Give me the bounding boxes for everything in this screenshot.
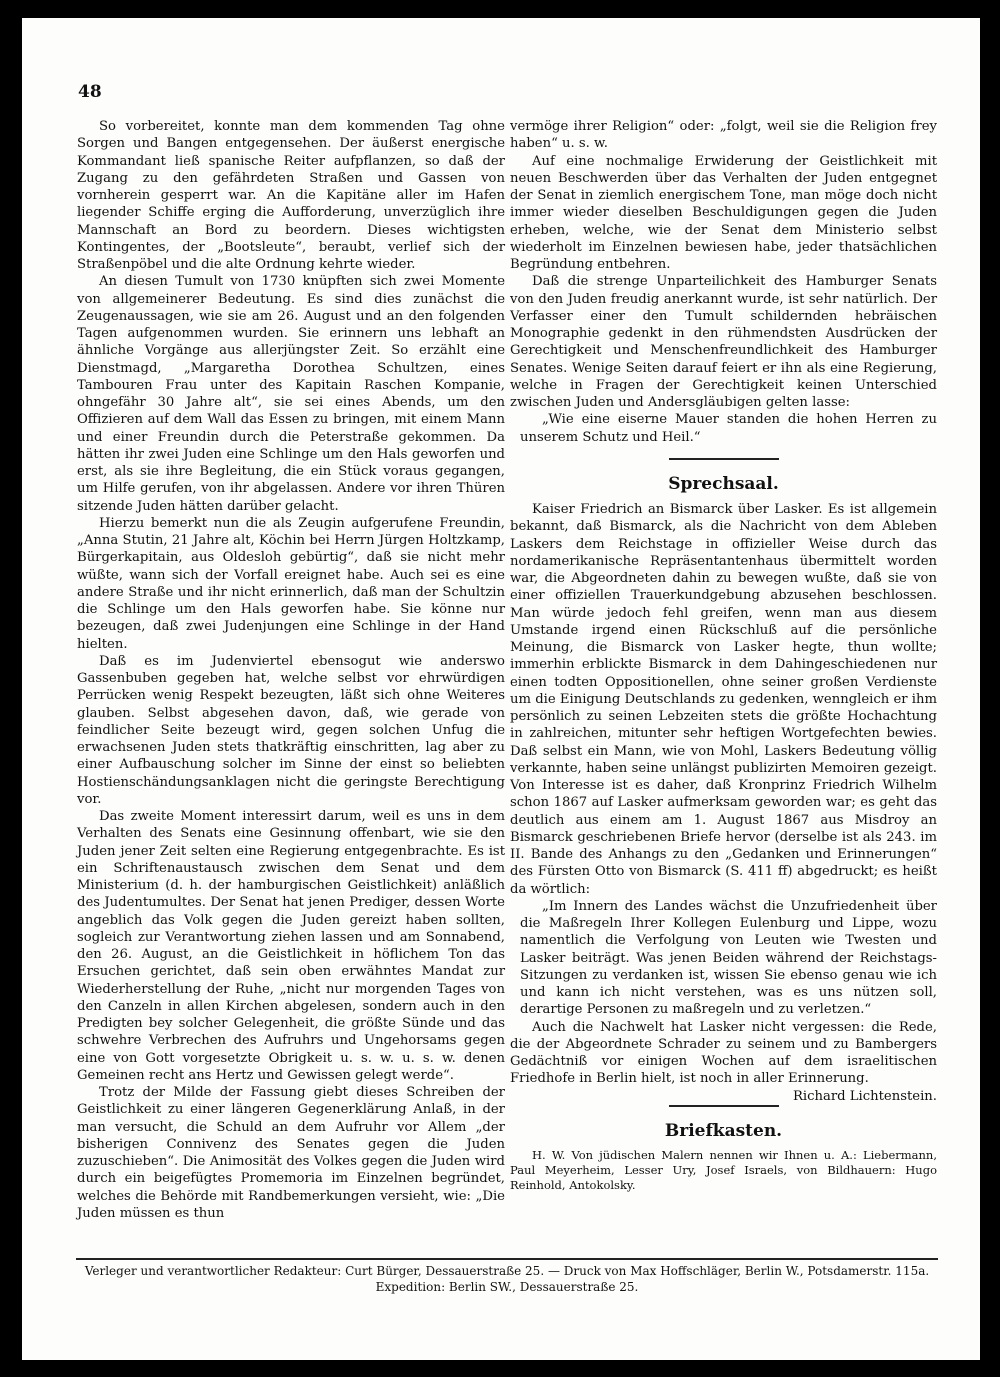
- sprechsaal-heading: Sprechsaal.: [668, 473, 779, 494]
- paragraph: Kaiser Friedrich an Bismarck über Lasker. Es ist allgemein bekannt, daß Bismarck, als die Nachricht von dem Ableben Laskers dem Reichstage in offizieller Weise durch das nordamerikanische Repräsentantenhaus übermittelt worden war, die Abgeordneten dahin zu bewegen wußte, daß sie von einer offiziellen Trauerkundgebung abzusehen beschlossen. Man würde jedoch fehl greifen, wenn man aus diesem Umstande irgend einen Rückschluß auf die persönliche Meinung, die Bismarck von Lasker hegte, thun wollte; immerhin erblickte Bismarck in dem Dahingeschiedenen nur einen todten Oppositionellen, ohne seiner großen Verdienste um die Einigung Deutschlands zu gedenken, wenngleich er ihm persönlich zu seinen Lebzeiten stets die größte Hochachtung in zahlreichen, mitunter sehr heftigen Wortgefechten bewies. Daß selbst ein Mann, wie von Mohl, Laskers Bedeutung völlig verkannte, haben seine unlängst publizirten Memoiren gezeigt. Von Interesse ist es daher, daß Kronprinz Friedrich Wilhelm schon 1867 auf Lasker aufmerksam geworden war; es geht das deutlich aus einem am 1. August 1867 aus Misdroy an Bismarck geschriebenen Briefe hervor (derselbe ist als 243. im II. Bande des Anhangs zu den „Gedanken und Erinnerungen“ des Fürsten Otto von Bismarck (S. 411 ff) abgedruckt; es heißt da wörtlich:: [510, 502, 937, 897]
- paragraph-text: Auch die Nachwelt hat Lasker nicht vergessen: die Rede, die der Abgeordnete Schrader zu seinem und zu Bambergers Gedächtniß vor einigen Wochen auf dem israelitischen Friedhofe in Berlin hielt, ist noch in aller Erinnerung.: [510, 1019, 937, 1087]
- page-number: 48: [78, 82, 102, 102]
- newspaper-page: [22, 18, 980, 1360]
- briefkasten-text: H. W. Von jüdischen Malern nennen wir Ihnen u. A.: Liebermann, Paul Meyerheim, Lesser Ury, Josef Israels, von Bildhauern: Hugo Reinhold, Antokolsky.: [510, 1148, 937, 1192]
- author-signature: Richard Lichtenstein.: [792, 1088, 937, 1104]
- imprint-footer: [76, 1258, 938, 1295]
- paragraph: Daß es im Judenviertel ebensogut wie anderswo Gassenbuben gegeben hat, welche selbst vor ehrwürdigen Perrücken wenig Respekt bezeugten, läßt sich ohne Weiteres glauben. Selbst abgesehen davon, daß, wie gerade von feindlicher Seite bezeugt wird, gegen solchen Unfug die erwachsenen Juden stets thatkräftig einschritten, lag aber zu einer Aufbauschung solcher im Sinne der einst so beliebten Hostienschändungsanklagen nicht die geringste Berechtigung vor.: [77, 653, 505, 807]
- quote-paragraph: „Wie eine eiserne Mauer standen die hohen Herren zu unserem Schutz und Heil.“: [520, 412, 937, 445]
- paragraph: Trotz der Milde der Fassung giebt dieses Schreiben der Geistlichkeit zu einer längeren Gegenerklärung Anlaß, in der man versucht, die Schuld an dem Aufruhr vor Allem „der bisherigen Connivenz des Senates gegen die Juden zuzuschieben“. Die Animosität des Volkes gegen die Juden wird durch ein beigefügtes Promemoria im Einzelnen begründet, welches die Behörde mit Randbemerkungen versieht, wie: „Die Juden müssen es thun: [77, 1085, 505, 1221]
- briefkasten-heading: Briefkasten.: [664, 1120, 783, 1141]
- paragraph: So vorbereitet, konnte man dem kommenden Tag ohne Sorgen und Bangen entgegensehen. Der äußerst energische Kommandant ließ spanische Reiter aufpflanzen, so daß der Zugang zu den gefährdeten Straßen und Gassen von vornherein gesperrt war. An die Kapitäne aller im Hafen liegender Schiffe erging die Aufforderung, unverzüglich ihre Mannschaft an Bord zu beordern. Dieses wichtigsten Kontingentes, der „Bootsleute“, beraubt, verlief sich der Straßenpöbel und die alte Ordnung kehrte wieder.: [77, 119, 505, 272]
- right-column: [510, 118, 937, 1193]
- paragraph: Das zweite Moment interessirt darum, weil es uns in dem Verhalten des Senats eine Gesinnung offenbart, wie sie den Juden jener Zeit selten eine Regierung entgegenbrachte. Es ist ein Schriftenaustausch zwischen dem Senat und dem Ministerium (d. h. der hamburgischen Geistlichkeit) anläßlich des Judentumultes. Der Senat hat jenen Prediger, dessen Worte angeblich das Volk gegen die Juden gereizt haben sollten, sogleich zur Verantwortung ziehen lassen und am Sonnabend, den 26. August, an die Geistlichkeit in höflichem Ton das Ersuchen gerichtet, daß sein oben erwähntes Mandat zur Wiederherstellung der Ruhe, „nicht nur morgenden Tages von den Canzeln in allen Kirchen abgelesen, sondern auch in den Predigten bey solcher Gelegenheit, die größte Sünde und das schwehre Verbrechen des Aufruhrs und Ungehorsams gegen eine von Gott vorgesetzte Obrigkeit u. s. w. u. s. w. denen Gemeinen recht ans Hertz und Gewissen gelegt werde“.: [77, 809, 505, 1083]
- paragraph: Auf eine nochmalige Erwiderung der Geistlichkeit mit neuen Beschwerden über das Verhalten der Juden entgegnet der Senat in ziemlich energischem Tone, man möge doch nicht immer wieder dieselben Beschuldigungen gegen die Juden erheben, welche, wie der Senat dem Ministerio selbst wiederholt im Einzelnen bewiesen habe, jeder thatsächlichen Begründung entbehren.: [510, 153, 937, 272]
- imprint-line: Verleger und verantwortlicher Redakteur: Curt Bürger, Dessauerstraße 25. — Druck von Max Hoffschläger, Berlin W., Potsdamerstr. 115a.: [84, 1264, 930, 1278]
- left-column: [77, 118, 505, 1222]
- section-divider: [669, 1105, 779, 1107]
- section-divider: [669, 458, 779, 460]
- paragraph: Hierzu bemerkt nun die als Zeugin aufgerufene Freundin, „Anna Stutin, 21 Jahre alt, Köchin bei Herrn Jürgen Holtzkamp, Bürgerkapitain, aus Oldesloh gebürtig“, daß sie nicht mehr wüßte, wann sich der Vorfall ereignet habe. Auch sei es eine andere Straße und ihr nicht erinnerlich, daß man der Schultzin die Schlinge um den Hals geworfen habe. Sie könne nur bezeugen, daß zwei Judenjungen eine Schlinge in der Hand hielten.: [77, 515, 505, 652]
- paragraph: [510, 1019, 937, 1104]
- paragraph: Daß die strenge Unparteilichkeit des Hamburger Senats von den Juden freudig anerkannt wurde, ist sehr natürlich. Der Verfasser einer den Tumult schildernden hebräischen Monographie gedenkt in den rühmendsten Ausdrücken der Gerechtigkeit und Menschenfreundlichkeit des Hamburger Senates. Wenige Seiten darauf feiert er ihn als eine Regierung, welche in Fragen der Gerechtigkeit keinen Unterschied zwischen Juden und Andersgläubigen gelten lasse:: [510, 274, 937, 410]
- quote-paragraph: „Im Innern des Landes wächst die Unzufriedenheit über die Maßregeln Ihrer Kollegen Eulenburg und Lippe, wozu namentlich die Verfolgung von Leuten wie Twesten und Lasker beiträgt. Was jenen Beiden während der Reichstags-Sitzungen zu verdanken ist, wissen Sie ebenso genau wie ich und kann ich nicht verstehen, was es uns nützen soll, derartige Personen zu maßregeln und zu verletzen.“: [520, 898, 937, 1018]
- paragraph: An diesen Tumult von 1730 knüpften sich zwei Momente von allgemeinerer Bedeutung. Es sind dies zunächst die Zeugenaussagen, wie sie am 26. August und an den folgenden Tagen aufgenommen wurden. Sie erinnern uns lebhaft an ähnliche Vorgänge aus allerjüngster Zeit. So erzählt eine Dienstmagd, „Margaretha Dorothea Schultzen, eines Tambouren Frau unter des Kapitain Raschen Kompanie, ohngefähr 30 Jahre alt“, sie sei eines Abends, um den Offizieren auf dem Wall das Essen zu bringen, mit einem Mann und einer Freundin durch die Peterstraße gekommen. Da hätten ihr zwei Juden eine Schlinge um den Hals geworfen und erst, als sie ihre Begleitung, die ein Stück voraus gegangen, um Hilfe gerufen, von ihr abgelassen. Andere vor ihren Thüren sitzende Juden hätten darüber gelacht.: [77, 274, 505, 514]
- paragraph: vermöge ihrer Religion“ oder: „folgt, weil sie die Religion frey haben“ u. s. w.: [510, 119, 937, 152]
- expedition-line: Expedition: Berlin SW., Dessauerstraße 25.: [375, 1280, 639, 1294]
